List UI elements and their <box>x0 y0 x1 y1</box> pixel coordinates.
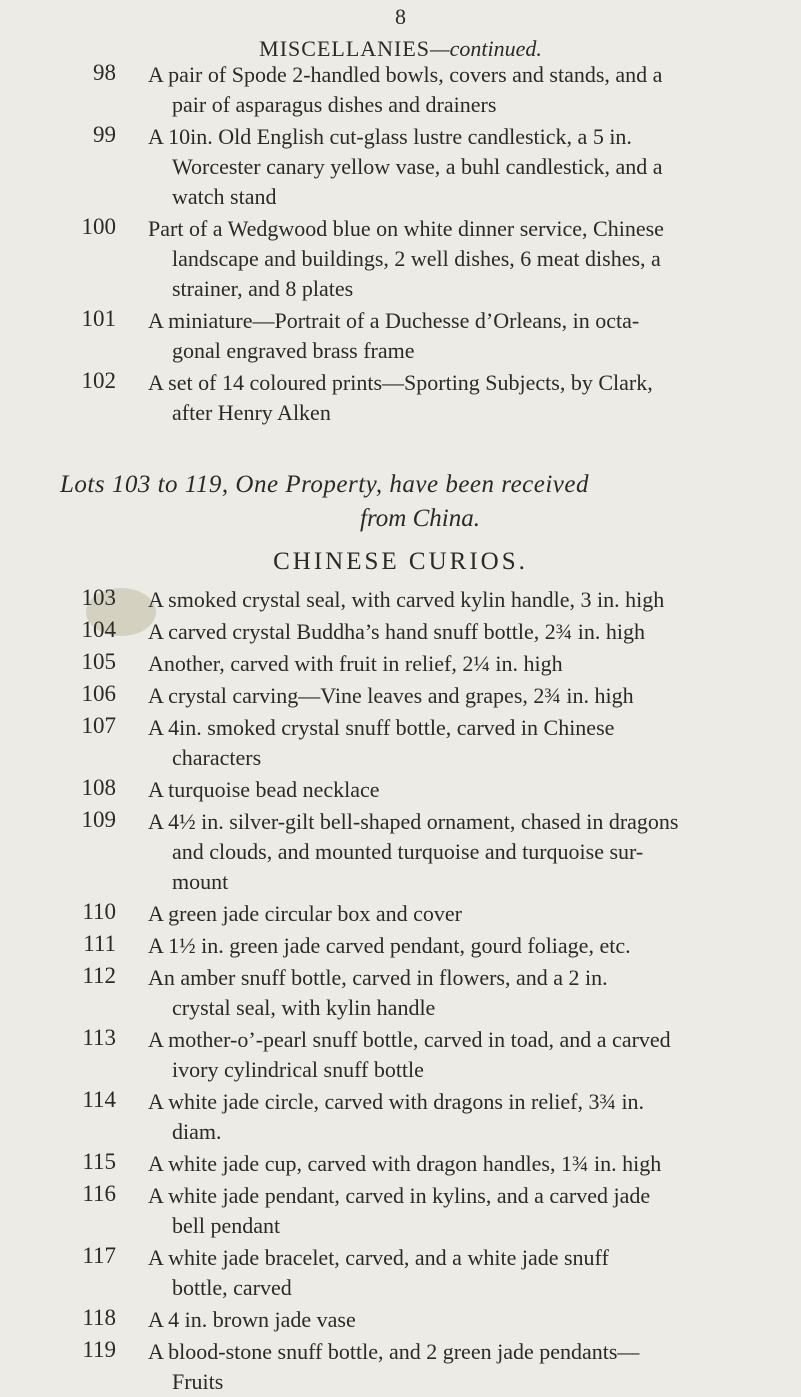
lot-description-line: A 4in. smoked crystal snuff bottle, carved in Chinese <box>148 715 615 740</box>
lot-description <box>148 1025 770 1085</box>
running-head-title: MISCELLANIES <box>259 36 431 61</box>
lot-description-line: A white jade circle, carved with dragons in relief, 3¾ in. <box>148 1089 645 1114</box>
lot-description <box>148 1181 770 1241</box>
lot-description-line: A 4½ in. silver-gilt bell-shaped ornament, chased in dragons <box>148 809 679 834</box>
lot-description <box>148 931 770 961</box>
lot-description-line: A white jade cup, carved with dragon handles, 1¾ in. high <box>148 1151 662 1176</box>
lot-number: 101 <box>81 306 116 331</box>
lot-description <box>148 1337 770 1397</box>
lot-description <box>148 775 770 805</box>
lot-description <box>148 585 770 615</box>
lot-description <box>148 899 770 929</box>
running-head-suffix: —continued. <box>430 36 542 61</box>
lot-number: 100 <box>81 214 116 239</box>
lot-description-line: A white jade pendant, carved in kylins, and a carved jade <box>148 1183 651 1208</box>
lot-description <box>148 214 770 304</box>
lot-description <box>148 1243 770 1303</box>
lot-number: 118 <box>82 1305 116 1330</box>
lot-description <box>148 1087 770 1147</box>
lot-description-line: watch stand <box>172 184 277 209</box>
lot-number: 109 <box>81 807 116 832</box>
provenance-notice <box>60 468 780 536</box>
lot-description-line: A 1½ in. green jade carved pendant, gourd foliage, etc. <box>148 933 631 958</box>
lot-description <box>148 306 770 366</box>
lot-description-line: A green jade circular box and cover <box>148 901 462 926</box>
lot-number: 104 <box>81 617 116 642</box>
lot-description-line: A white jade bracelet, carved, and a white jade snuff <box>148 1245 609 1270</box>
lot-number: 103 <box>81 585 116 610</box>
lot-description-line: A mother-o’-pearl snuff bottle, carved in toad, and a carved <box>148 1027 671 1052</box>
lot-description-line: gonal engraved brass frame <box>172 338 415 363</box>
lot-number: 99 <box>93 122 116 147</box>
lot-number: 105 <box>81 649 116 674</box>
lot-description-line: bell pendant <box>172 1213 281 1238</box>
lot-number: 119 <box>82 1337 116 1362</box>
lot-number: 113 <box>82 1025 116 1050</box>
lot-description <box>148 1305 770 1335</box>
lot-description-line: diam. <box>172 1119 222 1144</box>
lot-description-line: A crystal carving—Vine leaves and grapes, 2¾ in. high <box>148 683 634 708</box>
lot-description <box>148 963 770 1023</box>
lot-number: 116 <box>82 1181 116 1206</box>
lot-description-line: A set of 14 coloured prints—Sporting Subjects, by Clark, <box>148 370 653 395</box>
lot-number: 98 <box>93 60 116 85</box>
notice-line-1: Lots 103 to 119, One Property, have been received <box>60 471 589 498</box>
lot-description-line: ivory cylindrical snuff bottle <box>172 1057 424 1082</box>
lot-description-line: mount <box>172 869 229 894</box>
lot-number: 111 <box>83 931 116 956</box>
notice-line-2: from China. <box>360 505 480 532</box>
running-head <box>0 36 801 62</box>
lot-description <box>148 60 770 120</box>
lot-number: 110 <box>82 899 116 924</box>
lot-description <box>148 368 770 428</box>
lot-description <box>148 122 770 212</box>
lot-description <box>148 649 770 679</box>
lot-description <box>148 713 770 773</box>
lot-description-line: A 10in. Old English cut-glass lustre candlestick, a 5 in. <box>148 124 632 149</box>
lot-description-line: landscape and buildings, 2 well dishes, 6 meat dishes, a <box>172 246 661 271</box>
lot-description <box>148 617 770 647</box>
lot-number: 115 <box>82 1149 116 1174</box>
page-number: 8 <box>395 4 406 29</box>
lot-description <box>148 807 770 897</box>
lot-description <box>148 1149 770 1179</box>
lot-number: 106 <box>81 681 116 706</box>
lot-description-line: pair of asparagus dishes and drainers <box>172 92 497 117</box>
lot-description-line: A smoked crystal seal, with carved kylin handle, 3 in. high <box>148 587 665 612</box>
lot-description-line: An amber snuff bottle, carved in flowers, and a 2 in. <box>148 965 608 990</box>
lot-description-line: after Henry Alken <box>172 400 331 425</box>
lot-description-line: A pair of Spode 2-handled bowls, covers and stands, and a <box>148 62 663 87</box>
lot-description <box>148 681 770 711</box>
lot-description-line: Fruits <box>172 1369 224 1394</box>
lot-number: 114 <box>82 1087 116 1112</box>
lot-number: 102 <box>81 368 116 393</box>
lot-number: 108 <box>81 775 116 800</box>
lot-description-line: Part of a Wedgwood blue on white dinner service, Chinese <box>148 216 664 241</box>
lot-description-line: characters <box>172 745 262 770</box>
section-heading: CHINESE CURIOS. <box>273 548 528 575</box>
lot-description-line: A blood-stone snuff bottle, and 2 green jade pendants— <box>148 1339 640 1364</box>
lot-description-line: A 4 in. brown jade vase <box>148 1307 356 1332</box>
lot-number: 112 <box>82 963 116 988</box>
lot-number: 107 <box>81 713 116 738</box>
lot-description-line: A carved crystal Buddha’s hand snuff bottle, 2¾ in. high <box>148 619 645 644</box>
lot-description-line: bottle, carved <box>172 1275 292 1300</box>
lot-description-line: strainer, and 8 plates <box>172 276 354 301</box>
lot-number: 117 <box>82 1243 116 1268</box>
lot-description-line: Worcester canary yellow vase, a buhl candlestick, and a <box>172 154 663 179</box>
lot-description-line: Another, carved with fruit in relief, 2¼ in. high <box>148 651 563 676</box>
lot-description-line: crystal seal, with kylin handle <box>172 995 436 1020</box>
lot-description-line: A miniature—Portrait of a Duchesse d’Orleans, in octa- <box>148 308 640 333</box>
lot-description-line: A turquoise bead necklace <box>148 777 380 802</box>
lot-description-line: and clouds, and mounted turquoise and turquoise sur- <box>172 839 644 864</box>
